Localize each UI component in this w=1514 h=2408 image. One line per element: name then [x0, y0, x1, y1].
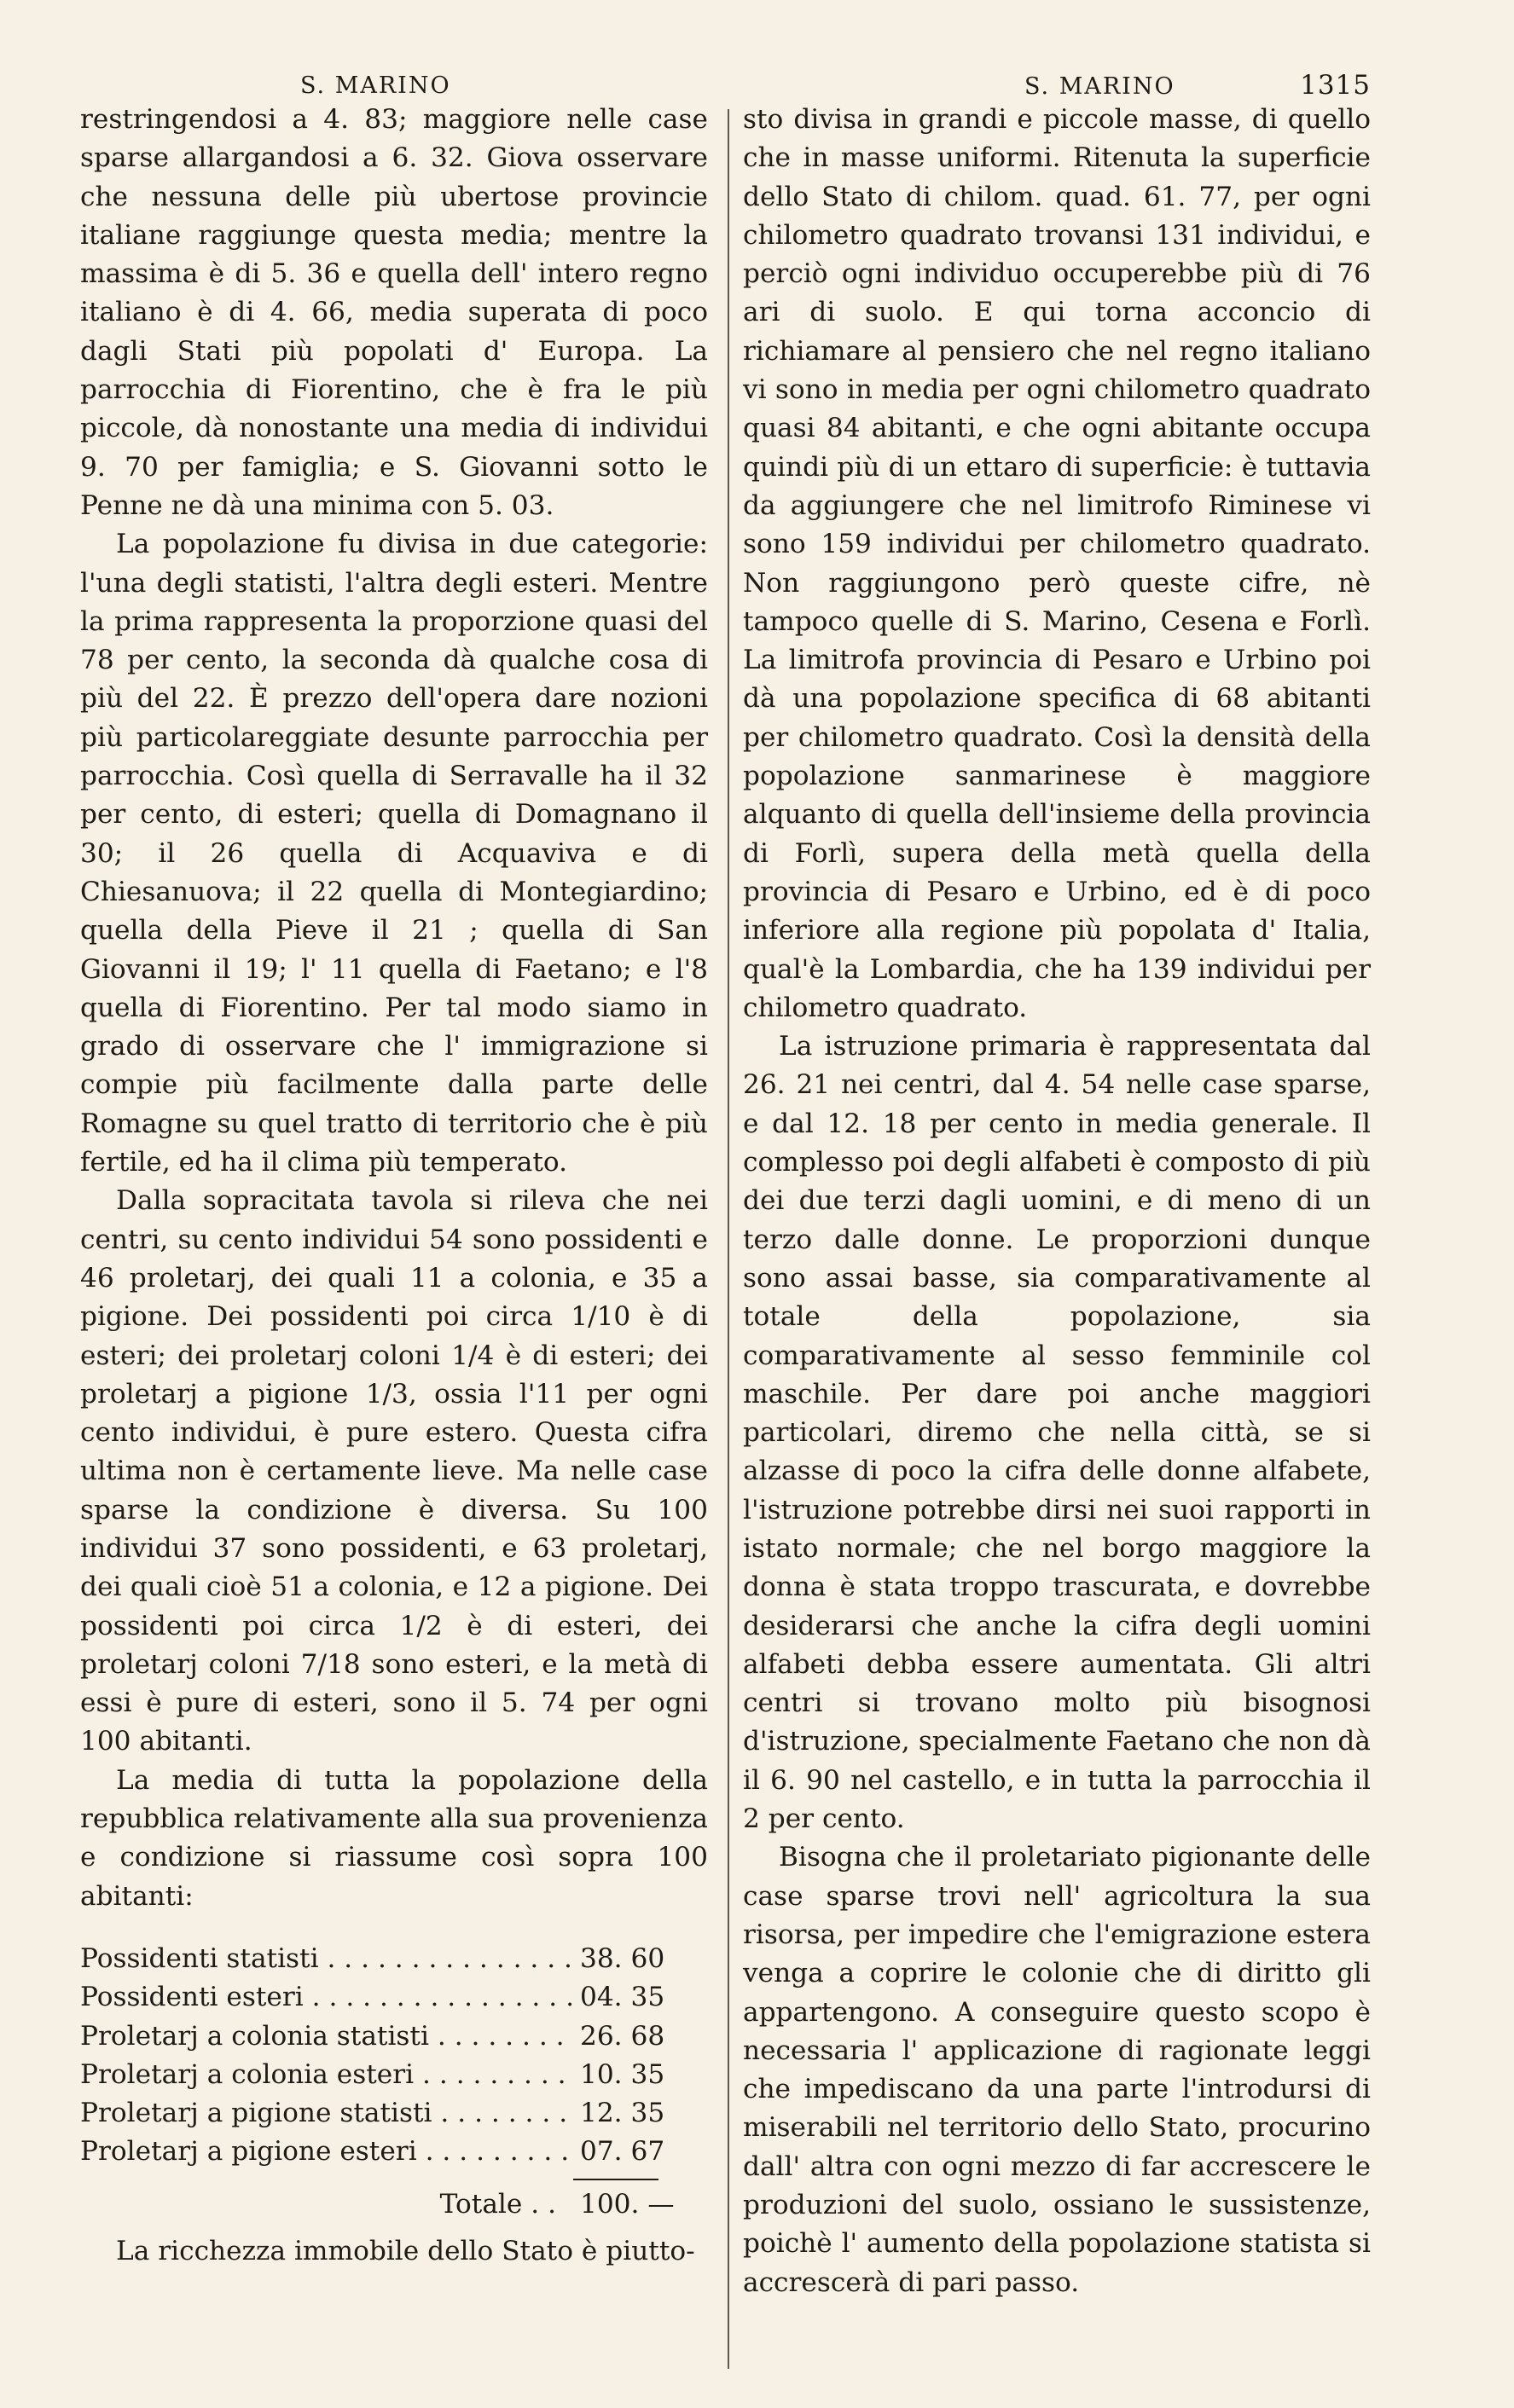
paragraph: restringendosi a 4. 83; maggiore nelle case sparse allargandosi a 6. 32. Giova osservare che nessuna delle più ubertose provincie italiane raggiunge questa media; mentre la massima è di 5. 36 e quella dell' intero regno italiano è di 4. 66, media superata di poco dagli Stati più popolati d' Europa. La parrocchia di Fiorentino, che è fra le più piccole, dà nonostante una media di individui 9. 70 per famiglia; e S. Giovanni sotto le Penne ne dà una minima con 5. 03.: [80, 104, 708, 521]
table-row: [80, 2017, 708, 2056]
row-label: Possidenti esteri . . .: [80, 1978, 573, 2017]
row-value: 07. 67: [580, 2136, 665, 2168]
row-value: 04. 35: [580, 1982, 665, 2013]
row-label: Proletarj a colonia statisti . . .: [80, 2017, 573, 2056]
table-row: [80, 1978, 708, 2017]
table-row: [80, 1940, 708, 1978]
table-total-row: [80, 2185, 708, 2224]
table-row: [80, 2133, 708, 2171]
running-header-title: S. MARINO: [1024, 73, 1175, 100]
row-value: 12. 35: [580, 2098, 665, 2129]
row-value: 26. 68: [580, 2020, 665, 2052]
total-label: Totale . .: [439, 2188, 556, 2220]
paragraph: La istruzione primaria è rappresentata dal 26. 21 nei centri, dal 4. 54 nelle case sparse, e dal 12. 18 per cento in media generale. Il complesso poi degli alfabeti è composto di più dei due terzi dagli uomini, e di meno di un terzo dalle donne. Le proporzioni dunque sono assai basse, sia comparativamente al totale della popolazione, sia comparativamente al sesso femminile col maschile. Per dare poi anche maggiori particolari, diremo che nella città, se si alzasse di poco la cifra delle donne alfabete, l'istruzione potrebbe dirsi nei suoi rapporti in istato normale; che nel borgo maggiore la donna è stata troppo trascurata, e dovrebbe desiderarsi che anche la cifra degli uomini alfabeti debba essere aumentata. Gli altri centri si trovano molto più bisognosi d'istruzione, specialmente Faetano che non dà il 6. 90 nel castello, e in tutta la parrocchia il 2 per cento.: [743, 1031, 1371, 1835]
running-header-left: [80, 67, 708, 101]
paragraph: Dalla sopracitata tavola si rileva che nei centri, su cento individui 54 sono possidenti e 46 proletarj, dei quali 11 a colonia, e 35 a pigione. Dei possidenti poi circa 1/10 è di esteri; dei proletarj coloni 1/4 è di esteri; dei proletarj a pigione 1/3, ossia l'11 per ogni cento individui, è pure estero. Questa cifra ultima non è certamente lieve. Ma nelle case sparse la condizione è diversa. Su 100 individui 37 sono possidenti, e 63 proletarj, dei quali cioè 51 a colonia, e 12 a pigione. Dei possidenti poi circa 1/2 è di esteri, dei proletarj coloni 7/18 sono esteri, e la metà di essi è pure di esteri, sono il 5. 74 per ogni 100 abitanti.: [80, 1185, 708, 1757]
paragraph: sto divisa in grandi e piccole masse, di quello che in masse uniformi. Ritenuta la superficie dello Stato di chilom. quad. 61. 77, per ogni chilometro quadrato trovansi 131 individui, e perciò ogni individuo occuperebbe più di 76 ari di suolo. E qui torna acconcio di richiamare al pensiero che nel regno italiano vi sono in media per ogni chilometro quadrato quasi 84 abitanti, e che ogni abitante occupa quindi più di un ettaro di superficie: è tuttavia da aggiungere che nel limitrofo Riminese vi sono 159 individui per chilometro quadrato. Non raggiungono però queste cifre, nè tampoco quelle di S. Marino, Cesena e Forlì. La limitrofa provincia di Pesaro e Urbino poi dà una popolazione specifica di 68 abitanti per chilometro quadrato. Così la densità della popolazione sanmarinese è maggiore alquanto di quella dell'insieme della provincia di Forlì, supera della metà quella della provincia di Pesaro e Urbino, ed è di poco inferiore alla regione più popolata d' Italia, qual'è la Lombardia, che ha 139 individui per chilometro quadrato.: [743, 104, 1371, 1023]
paragraph: La popolazione fu divisa in due categorie: l'una degli statisti, l'altra degli esteri. Mentre la prima rappresenta la proporzione quasi del 78 per cento, la seconda dà qualche cosa di più del 22. È prezzo dell'opera dare nozioni più particolareggiate desunte parrocchia per parrocchia. Così quella di Serravalle ha il 32 per cento, di esteri; quella di Domagnano il 30; il 26 quella di Acquaviva e di Chiesanuova; il 22 quella di Montegiardino; quella della Pieve il 21 ; quella di San Giovanni il 19; l' 11 quella di Faetano; e l'8 quella di Fiorentino. Per tal modo siamo in grado di osservare che l' immigrazione si compie più facilmente dalla parte delle Romagne su quel tratto di territorio che è più fertile, ed ha il clima più temperato.: [80, 529, 708, 1178]
row-value: 10. 35: [580, 2058, 665, 2090]
total-value: 100. —: [580, 2188, 675, 2220]
table-row: [80, 2094, 708, 2133]
table-row: [80, 2056, 708, 2094]
paragraph: Bisogna che il proletariato pigionante delle case sparse trovi nell' agricoltura la sua risorsa, per impedire che l'emigrazione estera venga a coprire le colonie che di diritto gli appartengono. A conseguire questo scopo è necessaria l' applicazione di ragionate leggi che impediscano da una parte l'introdursi di miserabili nel territorio dello Stato, procurino dall' altra con ogni mezzo di far accrescere le produzioni del suolo, ossiano le sussistenze, poichè l' aumento della popolazione statista si accrescerà di pari passo.: [743, 1842, 1371, 2298]
population-summary-table: [80, 1940, 708, 2224]
running-header-title: S. MARINO: [300, 72, 451, 99]
row-value: 38. 60: [580, 1942, 665, 1974]
row-label: Proletarj a pigione statisti . . .: [80, 2094, 573, 2133]
paragraph: La ricchezza immobile dello Stato è piutto-: [116, 2236, 695, 2267]
row-label: Proletarj a colonia esteri . . .: [80, 2056, 573, 2094]
row-label: Possidenti statisti . . .: [80, 1940, 573, 1978]
total-separator-rule: [573, 2179, 658, 2180]
running-header-right: [743, 67, 1371, 101]
row-label: Proletarj a pigione esteri . . .: [80, 2133, 573, 2171]
right-column: [743, 67, 1371, 2302]
paragraph: La media di tutta la popolazione della repubblica relativamente alla sua provenienza e condizione si riassume così sopra 100 abitanti:: [80, 1764, 708, 1912]
column-divider: [728, 109, 729, 2369]
left-column: [80, 67, 708, 2271]
page-number: 1315: [1300, 70, 1371, 101]
